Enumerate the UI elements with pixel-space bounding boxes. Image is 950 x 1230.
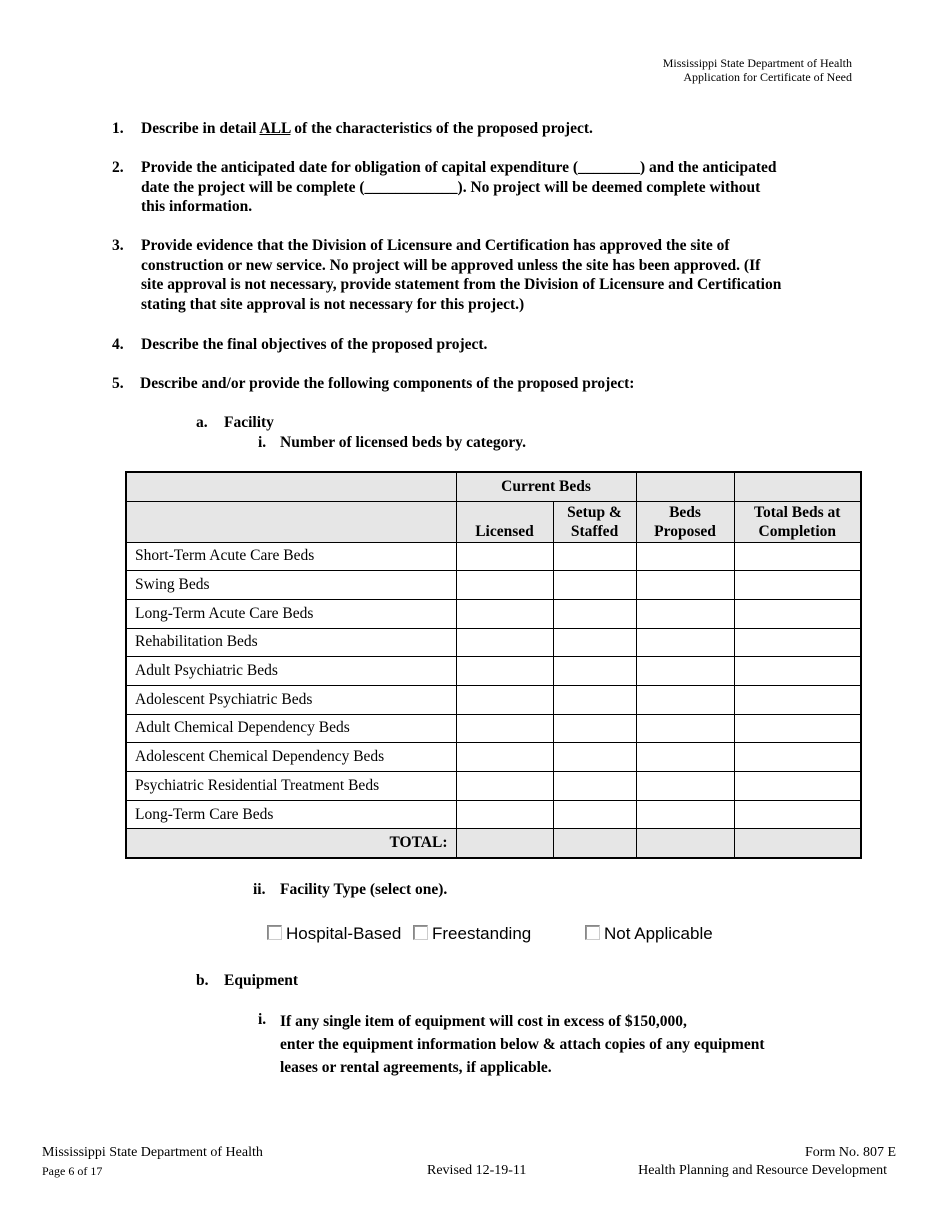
cell-licensed[interactable]	[456, 599, 553, 628]
option-label: Hospital-Based	[286, 924, 402, 943]
total-label: TOTAL:	[126, 829, 456, 858]
cell-licensed[interactable]	[456, 772, 553, 801]
row-label: Short-Term Acute Care Beds	[126, 542, 456, 571]
row-label: Rehabilitation Beds	[126, 628, 456, 657]
question-text: of the characteristics of the proposed project.	[290, 120, 593, 137]
col-header-licensed: Licensed	[456, 501, 553, 542]
table-row	[126, 743, 861, 772]
total-licensed[interactable]	[456, 829, 553, 858]
current-beds-header: Current Beds	[456, 472, 636, 501]
cell-beds-proposed[interactable]	[636, 657, 734, 686]
question-text: Describe and/or provide the following components of the proposed project:	[140, 375, 635, 392]
cell-total[interactable]	[734, 571, 861, 600]
table-row	[126, 800, 861, 829]
cell-setup-staffed[interactable]	[553, 599, 636, 628]
section-letter: a.	[196, 414, 208, 431]
header-form-title: Application for Certificate of Need	[683, 70, 852, 84]
cell-setup-staffed[interactable]	[553, 571, 636, 600]
facility-type-option-not-applicable[interactable]	[585, 924, 713, 944]
header-blank	[126, 472, 456, 501]
table-row	[126, 628, 861, 657]
cell-setup-staffed[interactable]	[553, 542, 636, 571]
total-completion[interactable]	[734, 829, 861, 858]
licensed-beds-table	[125, 471, 862, 859]
cell-total[interactable]	[734, 743, 861, 772]
question-line: date the project will be complete (____________). No project will be deemed complete without	[141, 178, 761, 196]
option-label: Not Applicable	[604, 924, 713, 943]
table-row	[126, 542, 861, 571]
row-label: Psychiatric Residential Treatment Beds	[126, 772, 456, 801]
row-label: Adolescent Psychiatric Beds	[126, 685, 456, 714]
cell-total[interactable]	[734, 714, 861, 743]
question-text: Describe the final objectives of the proposed project.	[141, 336, 488, 353]
table-row	[126, 685, 861, 714]
question-text: Describe in detail	[141, 120, 260, 137]
question-number: 1.	[112, 120, 124, 137]
cell-setup-staffed[interactable]	[553, 772, 636, 801]
cell-total[interactable]	[734, 685, 861, 714]
question-line: construction or new service. No project will be approved unless the site has been approved. (If	[141, 256, 761, 274]
question-number: 2.	[112, 159, 124, 176]
cell-total[interactable]	[734, 542, 861, 571]
row-label: Adult Psychiatric Beds	[126, 657, 456, 686]
equipment-label: Equipment	[224, 972, 299, 989]
question-number: 4.	[112, 336, 124, 353]
cell-licensed[interactable]	[456, 542, 553, 571]
facility-type-label: Facility Type (select one).	[280, 881, 448, 898]
beds-by-category-label: Number of licensed beds by category.	[280, 434, 526, 451]
header-blank	[734, 472, 861, 501]
document-header	[663, 56, 852, 84]
table-row	[126, 571, 861, 600]
cell-setup-staffed[interactable]	[553, 657, 636, 686]
checkbox-not-applicable[interactable]	[585, 925, 600, 940]
page-number: Page 6 of 17	[42, 1164, 103, 1178]
cell-beds-proposed[interactable]	[636, 599, 734, 628]
question-line: stating that site approval is not necessary for this project.)	[141, 295, 525, 313]
cell-beds-proposed[interactable]	[636, 542, 734, 571]
cell-setup-staffed[interactable]	[553, 628, 636, 657]
col-header-total-at-completion: Total Beds at Completion	[734, 501, 861, 542]
question-line: Provide evidence that the Division of Licensure and Certification has approved the site of	[141, 237, 730, 254]
facility-type-option-hospital[interactable]	[267, 924, 401, 944]
section-letter: b.	[196, 972, 209, 989]
cell-total[interactable]	[734, 628, 861, 657]
cell-beds-proposed[interactable]	[636, 714, 734, 743]
cell-licensed[interactable]	[456, 657, 553, 686]
option-label: Freestanding	[432, 924, 532, 943]
revised-date: Revised 12-19-11	[427, 1163, 527, 1178]
footer-division: Health Planning and Resource Development	[638, 1163, 887, 1178]
question-number: 3.	[112, 237, 124, 254]
table-row	[126, 772, 861, 801]
sub-number: i.	[258, 1011, 267, 1028]
question-line: Provide the anticipated date for obligation of capital expenditure (________) and the anticipated	[141, 159, 777, 176]
table-row	[126, 599, 861, 628]
cell-beds-proposed[interactable]	[636, 743, 734, 772]
checkbox-freestanding[interactable]	[413, 925, 428, 940]
cell-beds-proposed[interactable]	[636, 628, 734, 657]
header-blank	[126, 501, 456, 542]
facility-type-option-freestanding[interactable]	[413, 924, 531, 944]
total-setup-staffed[interactable]	[553, 829, 636, 858]
cell-beds-proposed[interactable]	[636, 685, 734, 714]
cell-licensed[interactable]	[456, 571, 553, 600]
cell-licensed[interactable]	[456, 628, 553, 657]
equipment-instructions: If any single item of equipment will cost in excess of $150,000, enter the equipment information below & attach copies of any equipment leases or rental agreements, if applicable.	[280, 1013, 765, 1076]
cell-setup-staffed[interactable]	[553, 743, 636, 772]
cell-setup-staffed[interactable]	[553, 800, 636, 829]
sub-number: ii.	[253, 881, 266, 898]
row-label: Adolescent Chemical Dependency Beds	[126, 743, 456, 772]
table-row	[126, 714, 861, 743]
row-label: Adult Chemical Dependency Beds	[126, 714, 456, 743]
table-row	[126, 657, 861, 686]
cell-licensed[interactable]	[456, 685, 553, 714]
facility-label: Facility	[224, 414, 274, 431]
cell-licensed[interactable]	[456, 800, 553, 829]
checkbox-hospital-based[interactable]	[267, 925, 282, 940]
footer-org: Mississippi State Department of Health	[42, 1145, 263, 1160]
total-beds-proposed[interactable]	[636, 829, 734, 858]
row-label: Long-Term Acute Care Beds	[126, 599, 456, 628]
cell-setup-staffed[interactable]	[553, 714, 636, 743]
col-header-setup-staffed: Setup & Staffed	[553, 501, 636, 542]
form-number: Form No. 807 E	[805, 1145, 896, 1160]
cell-total[interactable]	[734, 772, 861, 801]
row-label: Long-Term Care Beds	[126, 800, 456, 829]
total-row	[126, 829, 861, 858]
col-header-beds-proposed: Beds Proposed	[636, 501, 734, 542]
cell-setup-staffed[interactable]	[553, 685, 636, 714]
question-line: this information.	[141, 198, 253, 215]
row-label: Swing Beds	[126, 571, 456, 600]
question-line: site approval is not necessary, provide statement from the Division of Licensure and Certification	[141, 276, 782, 293]
question-number: 5.	[112, 375, 124, 392]
cell-licensed[interactable]	[456, 743, 553, 772]
cell-total[interactable]	[734, 800, 861, 829]
sub-number: i.	[258, 434, 267, 451]
header-blank	[636, 472, 734, 501]
cell-licensed[interactable]	[456, 714, 553, 743]
cell-beds-proposed[interactable]	[636, 772, 734, 801]
cell-beds-proposed[interactable]	[636, 800, 734, 829]
cell-total[interactable]	[734, 657, 861, 686]
header-org: Mississippi State Department of Health	[662, 56, 852, 70]
emphasis-all: ALL	[259, 120, 291, 137]
cell-beds-proposed[interactable]	[636, 571, 734, 600]
cell-total[interactable]	[734, 599, 861, 628]
